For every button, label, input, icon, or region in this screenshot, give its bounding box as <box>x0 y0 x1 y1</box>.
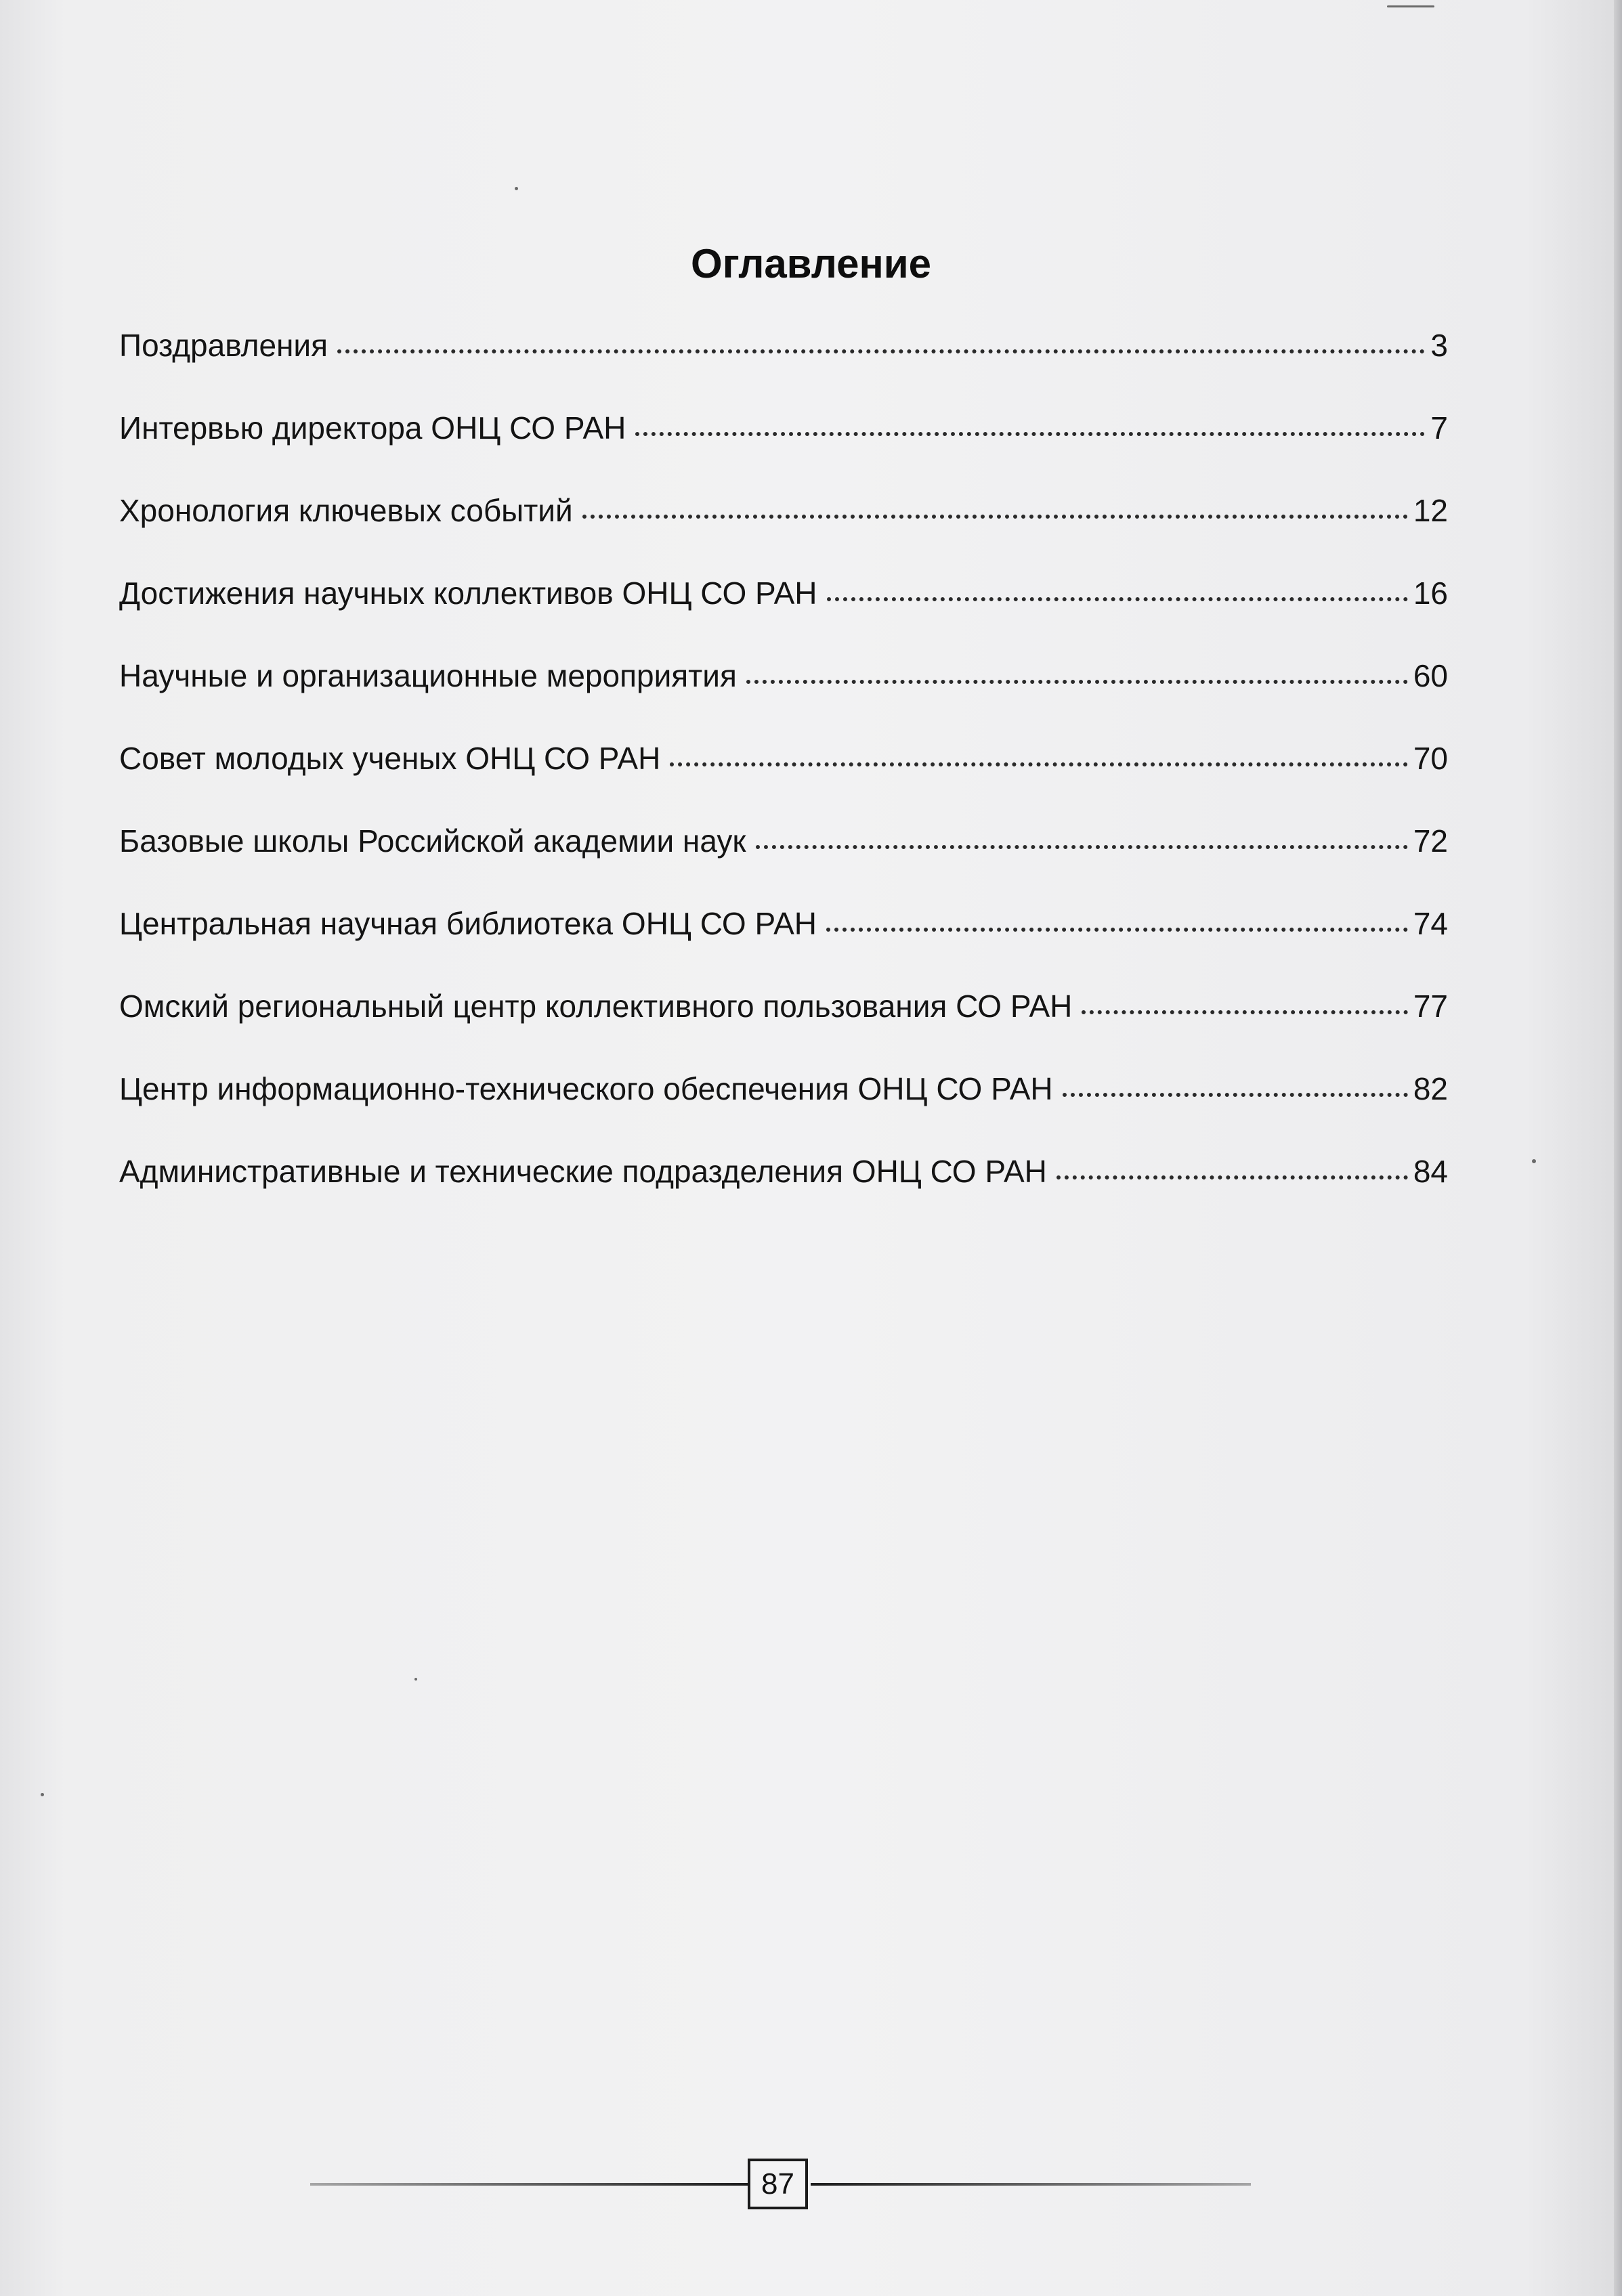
toc-dot-leader <box>337 349 1425 353</box>
page-number-box: 87 <box>748 2159 808 2209</box>
toc-entry-page: 7 <box>1430 410 1448 446</box>
toc-dot-leader <box>826 928 1408 932</box>
toc-entry-label: Базовые школы Российской академии наук <box>119 823 746 859</box>
toc-dot-leader <box>635 432 1425 436</box>
toc-entry-page: 70 <box>1413 741 1448 776</box>
toc-entry-page: 12 <box>1413 493 1448 528</box>
toc-entry-label: Поздравления <box>119 328 328 363</box>
table-of-contents <box>119 325 1448 1234</box>
page-edge-shadow <box>1614 0 1622 2296</box>
toc-entry-label: Совет молодых ученых ОНЦ СО РАН <box>119 741 661 776</box>
toc-dot-leader <box>670 762 1408 766</box>
toc-entry[interactable] <box>119 573 1448 655</box>
paper-speck <box>1387 5 1434 7</box>
toc-entry-page: 16 <box>1413 576 1448 611</box>
toc-dot-leader <box>827 597 1408 601</box>
toc-entry-label: Интервью директора ОНЦ СО РАН <box>119 410 626 446</box>
toc-entry-page: 60 <box>1413 658 1448 693</box>
toc-entry-page: 77 <box>1413 989 1448 1024</box>
toc-entry-label: Омский региональный центр коллективного пользования СО РАН <box>119 989 1073 1024</box>
toc-dot-leader <box>1057 1175 1408 1179</box>
paper-speck <box>414 1678 417 1681</box>
toc-entry-page: 72 <box>1413 823 1448 859</box>
paper-speck <box>1532 1159 1536 1163</box>
toc-dot-leader <box>1063 1093 1408 1097</box>
toc-dot-leader <box>582 515 1408 519</box>
page-title: Оглавление <box>691 241 931 286</box>
paper-speck <box>515 187 518 190</box>
toc-dot-leader <box>746 680 1408 684</box>
footer-rule-right <box>811 2183 1251 2186</box>
toc-entry[interactable] <box>119 821 1448 903</box>
toc-entry-label: Административные и технические подразделения ОНЦ СО РАН <box>119 1154 1047 1189</box>
toc-entry-label: Достижения научных коллективов ОНЦ СО РАН <box>119 576 817 611</box>
toc-entry-label: Хронология ключевых событий <box>119 493 573 528</box>
footer-rule-left <box>310 2183 748 2186</box>
toc-entry-page: 82 <box>1413 1071 1448 1106</box>
toc-entry[interactable] <box>119 490 1448 573</box>
toc-entry[interactable] <box>119 408 1448 490</box>
toc-entry[interactable] <box>119 986 1448 1068</box>
toc-entry-page: 74 <box>1413 906 1448 941</box>
toc-entry-label: Центральная научная библиотека ОНЦ СО РАН <box>119 906 817 941</box>
toc-entry-page: 3 <box>1430 328 1448 363</box>
toc-entry[interactable] <box>119 1068 1448 1151</box>
toc-entry[interactable] <box>119 738 1448 821</box>
toc-entry-page: 84 <box>1413 1154 1448 1189</box>
toc-entry[interactable] <box>119 903 1448 986</box>
toc-entry-label: Центр информационно-технического обеспечения ОНЦ СО РАН <box>119 1071 1053 1106</box>
toc-entry[interactable] <box>119 1151 1448 1234</box>
toc-dot-leader <box>756 845 1408 849</box>
toc-entry[interactable] <box>119 655 1448 738</box>
paper-speck <box>41 1793 44 1796</box>
toc-entry[interactable] <box>119 325 1448 408</box>
toc-dot-leader <box>1082 1010 1407 1014</box>
toc-entry-label: Научные и организационные мероприятия <box>119 658 737 693</box>
